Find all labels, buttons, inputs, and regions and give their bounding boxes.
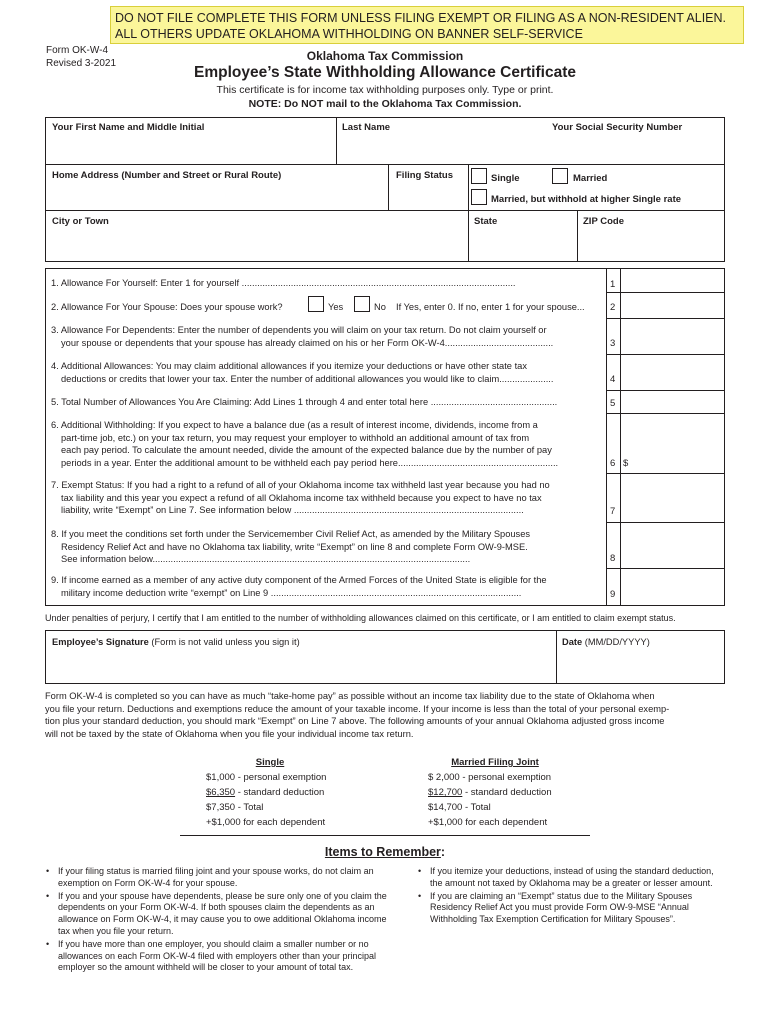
line-2-instruction: If Yes, enter 0. If no, enter 1 for your spouse... bbox=[396, 302, 585, 312]
line-4-number: 4 bbox=[610, 374, 616, 385]
line-7-entry[interactable] bbox=[621, 474, 724, 522]
line-4-entry[interactable] bbox=[621, 355, 724, 390]
single-total: $7,350 - Total bbox=[206, 802, 264, 813]
single-label: Single bbox=[491, 173, 520, 184]
notice-line-1: DO NOT FILE COMPLETE THIS FORM UNLESS FILING EXEMPT OR FILING AS A NON-RESIDENT ALIEN. bbox=[115, 11, 727, 25]
married-deduction-amount: $12,700 bbox=[428, 787, 463, 798]
spouse-works-yes-label: Yes bbox=[328, 302, 344, 312]
line-1-number: 1 bbox=[610, 279, 616, 290]
form-revised: Revised 3-2021 bbox=[46, 58, 117, 69]
line-8-text-1: 8. If you meet the conditions set forth under the Servicemember Civil Relief Act, as amended by the Military Spouses bbox=[51, 529, 531, 539]
line-8-text bbox=[51, 528, 603, 566]
divider bbox=[556, 630, 557, 684]
line-4-text-1: 4. Additional Allowances: You may claim additional allowances if you itemize your deductions or have other state tax bbox=[51, 361, 527, 371]
married-total: $14,700 - Total bbox=[428, 802, 491, 813]
zip-field[interactable]: ZIP Code bbox=[583, 216, 624, 227]
divider bbox=[45, 210, 725, 211]
single-heading: Single bbox=[255, 757, 285, 768]
form-title: Employee’s State Withholding Allowance Certificate bbox=[194, 64, 576, 81]
married-dependent: +$1,000 for each dependent bbox=[428, 817, 548, 828]
married-deduction-label: - standard deduction bbox=[462, 787, 552, 798]
date-field[interactable] bbox=[562, 636, 650, 649]
divider bbox=[468, 164, 469, 262]
spouse-works-yes-checkbox[interactable] bbox=[308, 296, 324, 312]
married-higher-rate-checkbox[interactable] bbox=[471, 189, 487, 205]
line-5-entry[interactable] bbox=[621, 391, 724, 413]
employee-signature-field[interactable] bbox=[52, 636, 300, 649]
last-name-field[interactable]: Last Name bbox=[342, 122, 391, 133]
line-8-text-2: Residency Relief Act and have no Oklahoma tax liability, write “Exempt” on line 8 and complete Form OW-9-MSE. bbox=[61, 541, 528, 552]
married-heading: Married Filing Joint bbox=[451, 757, 539, 768]
line-2-text: 2. Allowance For Your Spouse: Does your spouse work? bbox=[51, 302, 283, 312]
single-deduction-amount: $6,350 bbox=[206, 787, 236, 798]
line-7-text-2: tax liability and this year you expect a refund of all Oklahoma income tax withheld because you expect to have no tax bbox=[61, 492, 542, 503]
remember-item: • If your filing status is married filing joint and your spouse works, do not claim an exemption on Form OK-W-4 for your spouse. bbox=[44, 866, 396, 890]
line-8-text-3: See information below........................................................................................................................... bbox=[61, 554, 471, 564]
filing-status-label: Filing Status bbox=[396, 170, 453, 181]
filing-notice-banner bbox=[110, 6, 744, 44]
items-to-remember-heading bbox=[0, 845, 770, 859]
line-6-entry[interactable] bbox=[630, 414, 724, 473]
info-paragraph bbox=[45, 690, 735, 740]
married-label: Married bbox=[573, 173, 608, 184]
state-field[interactable]: State bbox=[474, 216, 498, 227]
remember-item: • If you itemize your deductions, instead of using the standard deduction, the amount not taxed by Oklahoma may be a greater or lesser amount. bbox=[416, 866, 728, 890]
line-5-number: 5 bbox=[610, 398, 616, 409]
spouse-works-no-label: No bbox=[374, 302, 386, 312]
line-2-number: 2 bbox=[610, 302, 616, 313]
line-6-dollar-sign: $ bbox=[623, 458, 629, 469]
line-9-text-1: 9. If income earned as a member of any active duty component of the Armed Forces of the United State is eligible for the bbox=[51, 575, 547, 585]
married-checkbox[interactable] bbox=[552, 168, 568, 184]
line-4-text-2: deductions or credits that lower your tax. Enter the number of additional allowances you would like to claim..................... bbox=[61, 373, 554, 384]
single-checkbox[interactable] bbox=[471, 168, 487, 184]
signature-label: Employee’s Signature bbox=[52, 637, 149, 647]
info-line-4: will not be taxed by the state of Oklahoma when you file your individual income tax return. bbox=[45, 728, 414, 739]
mail-note: NOTE: Do NOT mail to the Oklahoma Tax Commission. bbox=[248, 98, 522, 110]
form-subtitle: This certificate is for income tax withholding purposes only. Type or print. bbox=[216, 84, 554, 96]
line-7-text-3: liability, write “Exempt” on Line 7. See information below ......................................................................................... bbox=[61, 505, 524, 515]
single-deduction-label: - standard deduction bbox=[235, 787, 325, 798]
line-1-entry[interactable] bbox=[621, 269, 724, 292]
info-line-3: tion plus your standard deduction, you should mark “Exempt” on Line 7 above. The following amounts of your annual Oklahoma adjusted gross income bbox=[45, 716, 665, 726]
perjury-statement: Under penalties of perjury, I certify that I am entitled to the number of withholding allowances claimed on this certificate, or I am entitled to claim exempt status. bbox=[45, 613, 676, 623]
line-3-text-1: 3. Allowance For Dependents: Enter the number of dependents you will claim on your tax return. Do not claim yourself or bbox=[51, 325, 547, 335]
married-higher-rate-label: Married, but withhold at higher Single rate bbox=[491, 194, 682, 205]
notice-line-2: ALL OTHERS UPDATE OKLAHOMA WITHHOLDING ON BANNER SELF-SERVICE bbox=[115, 27, 583, 41]
line-5-text: 5. Total Number of Allowances You Are Claiming: Add Lines 1 through 4 and enter total here ................................................. bbox=[51, 397, 558, 407]
married-amounts-column bbox=[428, 755, 588, 830]
line-7-text-1: 7. Exempt Status: If you had a right to a refund of all of your Oklahoma income tax withheld last year because you had no bbox=[51, 480, 550, 490]
married-personal-exemption: $ 2,000 - personal exemption bbox=[428, 772, 552, 783]
line-9-entry[interactable] bbox=[621, 569, 724, 605]
first-name-field[interactable]: Your First Name and Middle Initial bbox=[52, 122, 205, 133]
line-7-number: 7 bbox=[610, 506, 616, 517]
married-standard-deduction bbox=[428, 785, 588, 800]
single-personal-exemption: $1,000 - personal exemption bbox=[206, 772, 327, 783]
divider bbox=[45, 164, 725, 165]
city-field[interactable]: City or Town bbox=[52, 216, 109, 227]
single-dependent: +$1,000 for each dependent bbox=[206, 817, 326, 828]
info-line-1: Form OK-W-4 is completed so you can have as much “take-home pay” as possible without an income tax liability due to the state of Oklahoma when bbox=[45, 691, 655, 701]
form-number: Form OK-W-4 bbox=[46, 45, 109, 56]
divider bbox=[388, 164, 389, 211]
divider bbox=[336, 117, 337, 165]
line-3-number: 3 bbox=[610, 338, 616, 349]
line-8-entry[interactable] bbox=[621, 523, 724, 568]
remember-right-column bbox=[416, 866, 728, 927]
line-6-text-4: periods in a year. Enter the additional amount to be withheld each pay period here.............................................................. bbox=[61, 457, 559, 468]
line-6-text bbox=[51, 419, 603, 469]
spouse-works-no-checkbox[interactable] bbox=[354, 296, 370, 312]
line-6-text-1: 6. Additional Withholding: If you expect to have a balance due (as a result of interest income, dividends, income from a bbox=[51, 420, 538, 430]
line-7-text bbox=[51, 479, 603, 517]
line-9-text bbox=[51, 574, 603, 599]
line-8-number: 8 bbox=[610, 553, 616, 564]
signature-note: (Form is not valid unless you sign it) bbox=[151, 637, 300, 647]
line-3-text bbox=[51, 324, 603, 349]
line-6-number: 6 bbox=[610, 458, 616, 469]
amounts-divider bbox=[180, 835, 590, 836]
info-line-2: you file your return. Deductions and exemptions reduce the amount of your taxable income. If your income is less than the total of your personal exemp- bbox=[45, 703, 670, 714]
line-3-entry[interactable] bbox=[621, 319, 724, 354]
remember-colon: : bbox=[440, 845, 446, 859]
line-2-entry[interactable] bbox=[621, 293, 724, 318]
line-6-text-2: part-time job, etc.) on your tax return, you may request your employer to withhold an additional amount of tax from bbox=[61, 432, 530, 443]
date-format: (MM/DD/YYYY) bbox=[584, 637, 650, 647]
ssn-field[interactable]: Your Social Security Number bbox=[552, 122, 683, 133]
line-3-text-2: your spouse or dependents that your spouse has already claimed on his or her Form OK-W-4.......................................... bbox=[61, 337, 554, 348]
remember-item: • If you and your spouse have dependents, please be sure only one of you claim the dependents on your Form OK-W-4. If both spouses claim the dependents as an allowance on Form OK-W-4, it may cause you to owe additional Oklahoma income tax when you file your return. bbox=[44, 891, 396, 938]
personal-info-section bbox=[45, 117, 725, 262]
line-4-text bbox=[51, 360, 603, 385]
date-label: Date bbox=[562, 637, 583, 647]
agency-name: Oklahoma Tax Commission bbox=[306, 49, 464, 63]
remember-title: Items to Remember bbox=[324, 845, 441, 859]
remember-item: • If you have more than one employer, you should claim a smaller number or no allowances on each Form OK-W-4 filed with employers other than your principal employer so the amount withheld will be closer to your amount of total tax. bbox=[44, 939, 396, 974]
remember-left-column bbox=[44, 866, 396, 975]
line-6-text-3: each pay period. To calculate the amount needed, divide the amount of the expected balance due by the number of pay bbox=[61, 445, 552, 455]
line-9-number: 9 bbox=[610, 589, 616, 600]
remember-item: • If you are claiming an “Exempt” status due to the Military Spouses Residency Relief Act you must provide Form OW-9-MSE “Annual Withholding Tax Exemption Certification for Military Spouses”. bbox=[416, 891, 728, 926]
line-1-text: 1. Allowance For Yourself: Enter 1 for yourself .......................................................................................................... bbox=[51, 278, 516, 288]
line-9-text-2: military income deduction write “exempt” on Line 9 ................................................................................................. bbox=[61, 587, 522, 598]
single-standard-deduction bbox=[206, 785, 356, 800]
home-address-field[interactable]: Home Address (Number and Street or Rural Route) bbox=[52, 170, 282, 181]
divider bbox=[577, 210, 578, 262]
single-amounts-column bbox=[206, 755, 356, 830]
